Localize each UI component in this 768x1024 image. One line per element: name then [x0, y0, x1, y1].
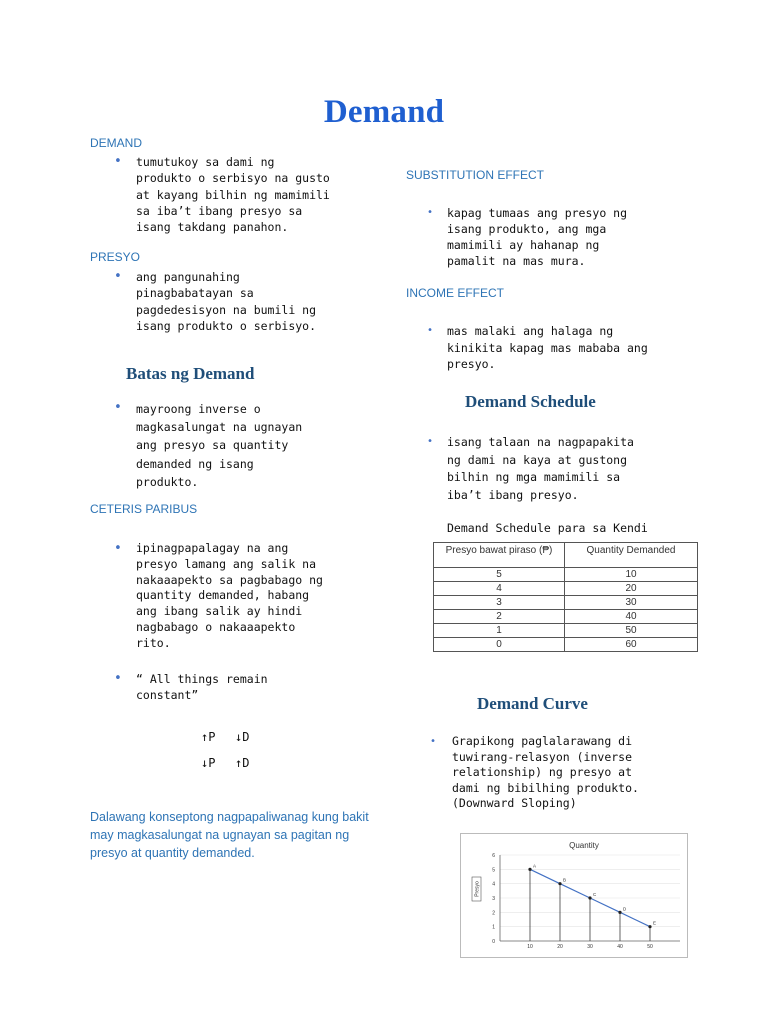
- data-point: [558, 882, 561, 885]
- ceteris-quote: “ All things remain constant”: [136, 672, 268, 702]
- bullet-icon: •: [427, 436, 434, 447]
- schedule-definition: isang talaan na nagpapakita ng dami na kaya at gustong bilhin ng mga mamimili sa iba’t ibang presyo.: [447, 435, 634, 502]
- table-row: [434, 596, 698, 610]
- income-definition: mas malaki ang halaga ng kinikita kapag mas mababa ang presyo.: [447, 324, 648, 371]
- point-label: C: [593, 892, 597, 897]
- demand-up-symbol: ↑D: [235, 756, 250, 770]
- price-cell: 4: [434, 582, 565, 596]
- table-row: [434, 638, 698, 652]
- y-tick-label: 4: [492, 881, 495, 888]
- demand-schedule-table: [433, 542, 698, 652]
- page-title: Demand: [323, 94, 445, 130]
- price-cell: 3: [434, 596, 565, 610]
- point-label: B: [563, 877, 567, 883]
- chart-title: Quantity: [569, 841, 599, 850]
- bullet-icon: •: [114, 400, 122, 415]
- curve-definition: Grapikong paglalarawang di tuwirang-relasyon (inverse relationship) ng presyo at dami ng bibilhing produkto. (Downward Sloping): [452, 734, 639, 810]
- price-cell: 5: [434, 568, 565, 582]
- y-tick-label: 6: [492, 853, 495, 859]
- quantity-cell: 20: [565, 582, 698, 596]
- quantity-cell: 60: [565, 638, 698, 652]
- x-tick-label: 40: [617, 944, 623, 950]
- quantity-cell: 10: [565, 568, 698, 582]
- point-label: D: [623, 906, 627, 912]
- footnote: Dalawang konseptong nagpapaliwanag kung bakit may magkasalungat na ugnayan sa pagitan ng presyo at quantity demanded.: [90, 810, 369, 860]
- table-header-quantity: Quantity Demanded: [565, 543, 698, 568]
- schedule-heading: Demand Schedule: [465, 392, 596, 411]
- y-tick-label: 5: [492, 867, 495, 874]
- price-cell: 2: [434, 610, 565, 624]
- demand-down-symbol: ↓D: [235, 730, 250, 744]
- presyo-label: PRESYO: [90, 250, 141, 264]
- bullet-icon: •: [114, 269, 122, 284]
- bullet-icon: •: [114, 671, 122, 686]
- x-tick-label: 50: [647, 944, 653, 950]
- demand-curve-chart: [460, 833, 688, 958]
- substitution-label: SUBSTITUTION EFFECT: [406, 168, 544, 182]
- price-down-symbol: ↓P: [201, 756, 216, 770]
- price-up-symbol: ↑P: [201, 730, 216, 744]
- bullet-icon: •: [427, 325, 434, 336]
- ceteris-definition: ipinagpapalagay na ang presyo lamang ang salik na nakaaapekto sa pagbabago ng quantity demanded, habang ang ibang salik ay hindi nagbabago o nakaaapekto rito.: [136, 541, 323, 650]
- demand-definition: tumutukoy sa dami ng produkto o serbisyo na gusto at kayang bilhin ng mamimili sa iba’t ibang presyo sa isang takdang panahon.: [136, 155, 330, 235]
- quantity-cell: 50: [565, 624, 698, 638]
- income-label: INCOME EFFECT: [406, 286, 504, 300]
- table-row: [434, 582, 698, 596]
- table-header-price: Presyo bawat piraso (₱): [434, 543, 565, 568]
- bullet-icon: •: [114, 154, 122, 169]
- batas-heading: Batas ng Demand: [126, 364, 255, 383]
- ceteris-label: CETERIS PARIBUS: [90, 502, 198, 516]
- schedule-caption: Demand Schedule para sa Kendi: [447, 521, 648, 535]
- x-tick-label: 30: [587, 944, 593, 950]
- quantity-cell: 40: [565, 610, 698, 624]
- data-point: [588, 896, 591, 899]
- demand-label: DEMAND: [90, 136, 143, 150]
- batas-definition: mayroong inverse o magkasalungat na ugnayan ang presyo sa quantity demanded ng isang produkto.: [136, 402, 303, 489]
- y-tick-label: 2: [492, 910, 495, 917]
- table-row: [434, 568, 698, 582]
- point-label: E: [653, 920, 657, 926]
- bullet-icon: •: [114, 541, 122, 556]
- y-axis-label: Presyo: [474, 881, 481, 897]
- curve-heading: Demand Curve: [477, 694, 588, 713]
- bullet-icon: •: [427, 207, 434, 218]
- y-tick-label: 3: [492, 896, 495, 902]
- price-cell: 0: [434, 638, 565, 652]
- table-row: [434, 610, 698, 624]
- x-tick-label: 20: [557, 944, 563, 950]
- substitution-definition: kapag tumaas ang presyo ng isang produkto, ang mga mamimili ay hahanap ng pamalit na mas mura.: [447, 206, 628, 268]
- y-tick-label: 0: [492, 939, 495, 945]
- y-tick-label: 1: [492, 924, 495, 931]
- quantity-cell: 30: [565, 596, 698, 610]
- point-label: A: [533, 863, 537, 869]
- price-cell: 1: [434, 624, 565, 638]
- data-point: [648, 925, 651, 928]
- table-row: [434, 624, 698, 638]
- data-point: [618, 911, 621, 914]
- bullet-icon: •: [430, 736, 437, 747]
- presyo-definition: ang pangunahing pinagbabatayan sa pagdedesisyon na bumili ng isang produkto o serbisyo.: [136, 270, 317, 333]
- x-tick-label: 10: [527, 944, 533, 950]
- data-point: [528, 868, 531, 871]
